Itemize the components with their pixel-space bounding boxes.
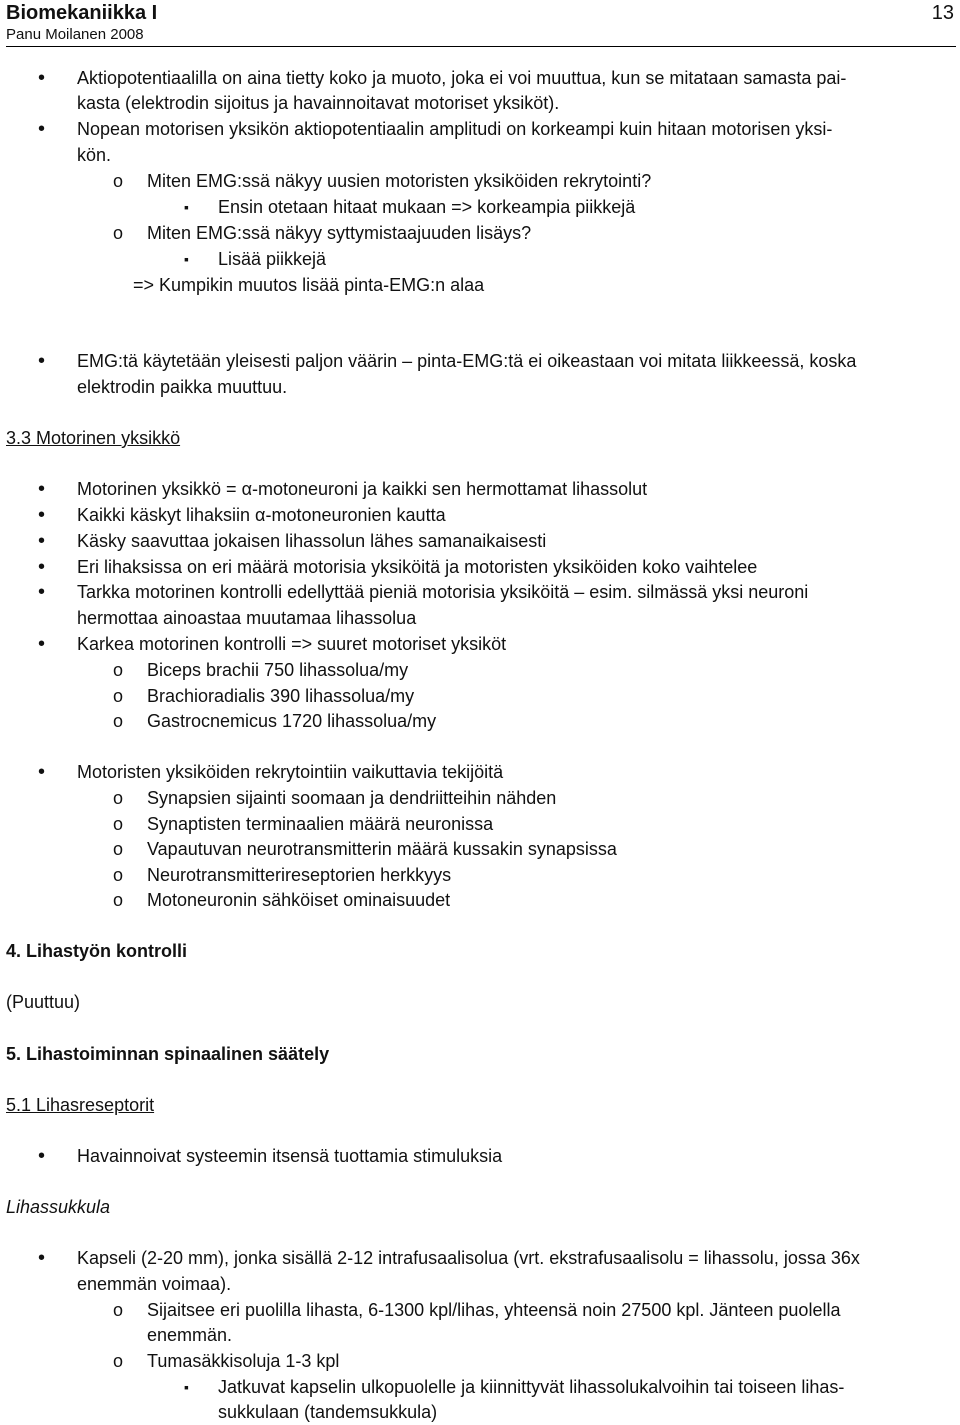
bullet-marker: •	[38, 530, 46, 552]
text-line: Miten EMG:ssä näkyy uusien motoristen yksiköiden rekrytointi?	[147, 171, 652, 191]
square-marker: ▪	[184, 1379, 189, 1395]
text-line: Karkea motorinen kontrolli => suuret motoriset yksiköt	[77, 634, 507, 654]
text-line: Motoneuronin sähköiset ominaisuudet	[147, 890, 451, 910]
text-line: Ensin otetaan hitaat mukaan => korkeampia piikkejä	[218, 197, 636, 217]
bullet-marker: •	[38, 118, 46, 140]
text-line: Käsky saavuttaa jokaisen lihassolun lähes samanaikaisesti	[77, 531, 547, 551]
text-line: Gastrocnemicus 1720 lihassolua/my	[147, 711, 437, 731]
bullet-marker: •	[38, 556, 46, 578]
text-line: Tumasäkkisoluja 1-3 kpl	[147, 1351, 340, 1371]
text-line: Kapseli (2-20 mm), jonka sisällä 2-12 intrafusaalisolua (vrt. ekstrafusaalisolu = lihassolu, jossa 36x	[77, 1248, 860, 1268]
circle-marker: o	[113, 890, 124, 910]
circle-marker: o	[113, 660, 124, 680]
bullet-marker: •	[38, 350, 46, 372]
text-line: Synaptisten terminaalien määrä neuronissa	[147, 814, 494, 834]
bullet-marker: •	[38, 581, 46, 603]
chapter-heading: 4. Lihastyön kontrolli	[6, 941, 188, 961]
text-line: enemmän voimaa).	[77, 1274, 232, 1294]
text-line: EMG:tä käytetään yleisesti paljon väärin – pinta-EMG:tä ei oikeastaan voi mitata liikkeessä, koska	[77, 351, 857, 371]
text-line: kasta (elektrodin sijoitus ja havainnoitavat motoriset yksiköt).	[77, 93, 560, 113]
text-line: => Kumpikin muutos lisää pinta-EMG:n alaa	[133, 275, 485, 295]
text-line: Havainnoivat systeemin itsensä tuottamia stimuluksia	[77, 1146, 503, 1166]
text-line: Jatkuvat kapselin ulkopuolelle ja kiinnittyvät lihassolukalvoihin tai toiseen lihas-	[218, 1377, 845, 1397]
text-line: Biceps brachii 750 lihassolua/my	[147, 660, 409, 680]
text-line: Eri lihaksissa on eri määrä motorisia yksiköitä ja motoristen yksiköiden koko vaihtelee	[77, 557, 758, 577]
square-marker: ▪	[184, 251, 189, 267]
text-line: Brachioradialis 390 lihassolua/my	[147, 686, 415, 706]
author-line: Panu Moilanen 2008	[6, 26, 144, 43]
text-line: sukkulaan (tandemsukkula)	[218, 1402, 438, 1422]
bullet-marker: •	[38, 633, 46, 655]
bullet-marker: •	[38, 1145, 46, 1167]
document-title: Biomekaniikka I	[6, 2, 158, 24]
text-line: kön.	[77, 145, 112, 165]
page-number: 13	[931, 2, 954, 24]
text-line: Motoristen yksiköiden rekrytointiin vaikuttavia tekijöitä	[77, 762, 504, 782]
text-line: enemmän.	[147, 1325, 233, 1345]
bullet-marker: •	[38, 67, 46, 89]
section-heading: 3.3 Motorinen yksikkö	[6, 428, 181, 448]
subsection-heading: Lihassukkula	[6, 1197, 111, 1217]
bullet-marker: •	[38, 478, 46, 500]
circle-marker: o	[113, 686, 124, 706]
bullet-marker: •	[38, 1247, 46, 1269]
section-heading: 5.1 Lihasreseptorit	[6, 1095, 155, 1115]
text-line: Vapautuvan neurotransmitterin määrä kussakin synapsissa	[147, 839, 617, 859]
text-line: Aktiopotentiaalilla on aina tietty koko ja muoto, joka ei voi muuttua, kun se mitataan samasta pai-	[77, 68, 847, 88]
circle-marker: o	[113, 1351, 124, 1371]
page-header	[6, 0, 956, 47]
chapter-heading: 5. Lihastoiminnan spinaalinen säätely	[6, 1044, 330, 1064]
text-line: Miten EMG:ssä näkyy syttymistaajuuden lisäys?	[147, 223, 532, 243]
text-line: Neurotransmitterireseptorien herkkyys	[147, 865, 452, 885]
circle-marker: o	[113, 865, 124, 885]
circle-marker: o	[113, 223, 124, 243]
circle-marker: o	[113, 788, 124, 808]
circle-marker: o	[113, 839, 124, 859]
circle-marker: o	[113, 711, 124, 731]
text-line: Tarkka motorinen kontrolli edellyttää pieniä motorisia yksiköitä – esim. silmässä yksi neuroni	[77, 582, 809, 602]
circle-marker: o	[113, 814, 124, 834]
text-line: Motorinen yksikkö = α-motoneuroni ja kaikki sen hermottamat lihassolut	[77, 479, 648, 499]
text-line: Synapsien sijainti soomaan ja dendriitteihin nähden	[147, 788, 557, 808]
text-line: Lisää piikkejä	[218, 249, 327, 269]
text-line: Kaikki käskyt lihaksiin α-motoneuronien kautta	[77, 505, 446, 525]
text-line: hermottaa ainoastaa muutamaa lihassolua	[77, 608, 417, 628]
circle-marker: o	[113, 1300, 124, 1320]
square-marker: ▪	[184, 199, 189, 215]
text-line: Sijaitsee eri puolilla lihasta, 6-1300 kpl/lihas, yhteensä noin 27500 kpl. Jänteen puolella	[147, 1300, 841, 1320]
text-line: (Puuttuu)	[6, 992, 81, 1012]
bullet-marker: •	[38, 761, 46, 783]
text-line: Nopean motorisen yksikön aktiopotentiaalin amplitudi on korkeampi kuin hitaan motorisen yksi-	[77, 119, 833, 139]
circle-marker: o	[113, 171, 124, 191]
bullet-marker: •	[38, 504, 46, 526]
text-line: elektrodin paikka muuttuu.	[77, 377, 288, 397]
